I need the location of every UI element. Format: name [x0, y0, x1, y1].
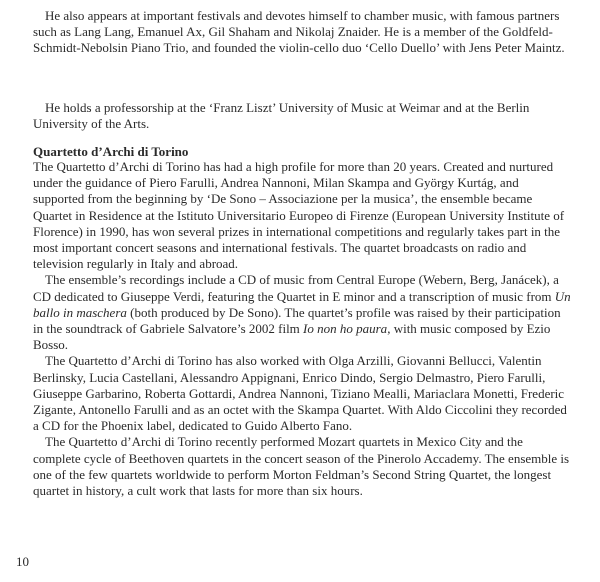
intro-paragraph-2: He holds a professorship at the ‘Franz Liszt’ University of Music at Weimar and at the Berlin University of the Arts.	[33, 100, 530, 132]
intro-paragraph-1: He also appears at important festivals and devotes himself to chamber music, with famous partners such as Lang Lang, Emanuel Ax, Gil Shaham and Nikolaj Znaider. He is a member of the Goldfeld-Schmidt-Nebolsin Piano Trio, and founded the violin-cello duo ‘Cello Duello’ with Jens Peter Maintz.	[33, 8, 565, 56]
section-paragraph-2	[33, 272, 573, 353]
section-paragraph-4: The Quartetto d’Archi di Torino recently performed Mozart quartets in Mexico City and the complete cycle of Beethoven quartets in the concert season of the Pinerolo Accademy. The ensemble is one of the few quartets worldwide to perform Morton Feldman’s Second String Quartet, the longest quartet in history, a cult work that lasts for more than six hours.	[33, 434, 570, 499]
section-paragraph-1: The Quartetto d’Archi di Torino has had a high profile for more than 20 years. Created and nurtured under the guidance of Piero Farulli, Andrea Nannoni, Milan Skampa and György Kurtág, and supported from the beginning by ‘De Sono – Associazione per la musica’, the ensemble became Quartet in Residence at the Istituto Universitario Europeo di Firenze (European University Institute of Florence) in 1990, has won several prizes in international competitions and regularly takes part in the most important concert seasons and international festivals. The quartet broadcasts on radio and television regularly in Italy and abroad.	[33, 159, 565, 272]
section-heading: Quartetto d’Archi di Torino	[33, 144, 189, 159]
work-title: Un ballo in maschera	[33, 288, 571, 320]
film-title: Io non ho paura	[303, 321, 388, 337]
section-paragraph-3: The Quartetto d’Archi di Torino has also worked with Olga Arzilli, Giovanni Bellucci, Valentin Berlinsky, Lucia Castellani, Alessandro Appignani, Enrico Dindo, Sergio Delmastro, Piero Farulli, Giuseppe Garbarino, Roberta Gottardi, Andrea Nannoni, Tiziano Mealli, Mariaclara Monetti, Frederic Zigante, Antonello Farulli and as an octet with the Skampa Quartet. With Aldo Ciccolini they recorded a CD for the Phoenix label, dedicated to Guido Alberto Fano.	[33, 353, 567, 434]
page-number: 10	[16, 554, 29, 569]
paragraph-text: (both produced by De Sono). The quartet’s profile was raised by their participation in the soundtrack of Gabriele Salvatore’s 2002 film	[33, 304, 561, 337]
section-body	[33, 159, 573, 499]
paragraph-text: , with music composed by Ezio Bosso.	[33, 321, 551, 353]
paragraph-text: The ensemble’s recordings include a CD of music from Central Europe (Webern, Berg, Janácek), a CD dedicated to Giuseppe Verdi, featuring the Quartet in E minor and a transcription of music from	[33, 272, 559, 304]
